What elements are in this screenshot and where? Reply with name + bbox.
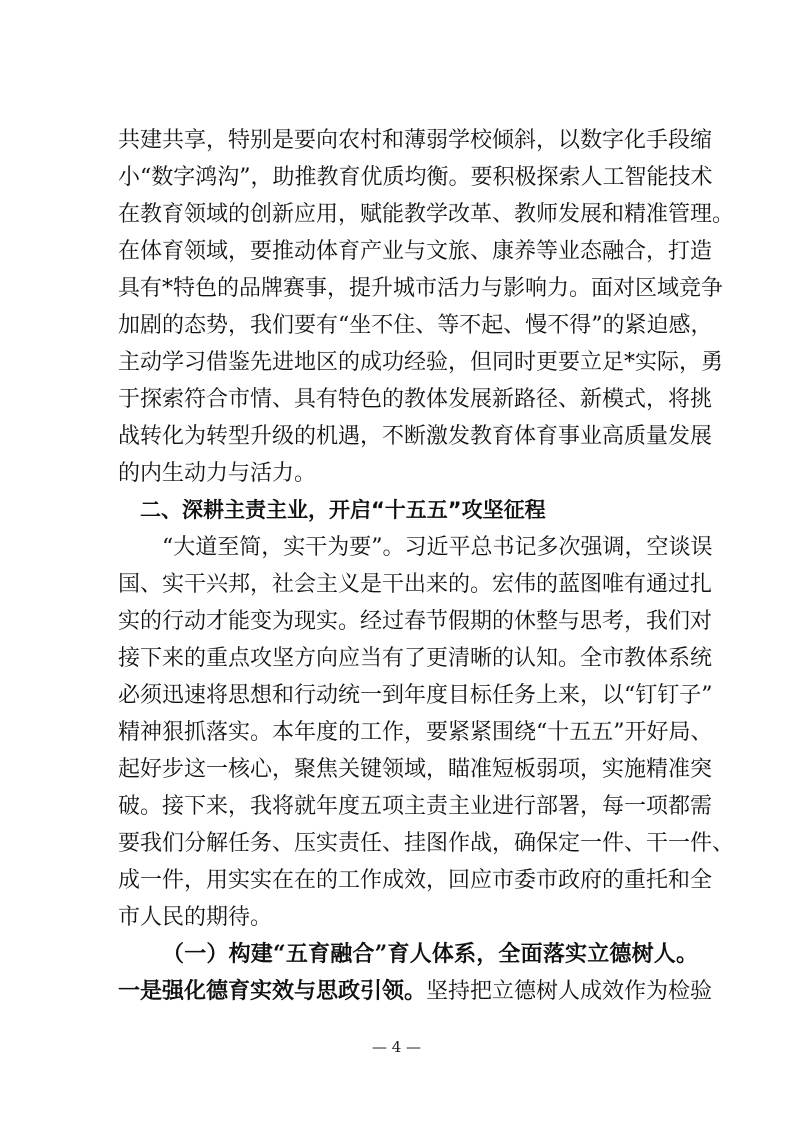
- paragraph-text: 坚持把立德树人成效作为检验: [426, 979, 713, 1004]
- text-line: 国、实干兴邦，社会主义是干出来的。宏伟的蓝图唯有通过扎: [118, 572, 713, 597]
- text-line: 起好步这一核心，聚焦关键领域，瞄准短板弱项，实施精准突: [118, 757, 713, 782]
- text-line: 破。接下来，我将就年度五项主责主业进行部署，每一项都需: [118, 794, 713, 819]
- text-line: 主动学习借鉴先进地区的成功经验，但同时更要立足*实际，勇: [118, 350, 724, 375]
- subsection-heading: （一）构建“五育融合”育人体系，全面落实立德树人。: [162, 941, 698, 967]
- text-line: “大道至简，实干为要”。习近平总书记多次强调，空谈误: [162, 535, 713, 560]
- text-line: 必须迅速将思想和行动统一到年度目标任务上来，以“钉钉子”: [118, 683, 713, 708]
- text-line: 具有*特色的品牌赛事，提升城市活力与影响力。面对区域竞争: [118, 276, 724, 301]
- page-number: — 4 —: [371, 1038, 422, 1056]
- text-line: 精神狠抓落实。本年度的工作，要紧紧围绕“十五五”开好局、: [118, 720, 713, 745]
- text-line: 的内生动力与活力。: [118, 461, 317, 486]
- text-line: 在教育领域的创新应用，赋能教学改革、教师发展和精准管理。: [118, 202, 735, 227]
- text-line: 要我们分解任务、压实责任、挂图作战，确保定一件、干一件、: [118, 831, 735, 856]
- section-heading: 二、深耕主责主业，开启“十五五”攻坚征程: [140, 498, 546, 522]
- text-line: 市人民的期待。: [118, 905, 273, 930]
- text-line: 成一件，用实实在在的工作成效，回应市委市政府的重托和全: [118, 868, 713, 893]
- text-line: 实的行动才能变为现实。经过春节假期的休整与思考，我们对: [118, 609, 713, 634]
- document-body: [118, 122, 735, 1010]
- paragraph-lead: 一是强化德育实效与思政引领。: [118, 978, 427, 1004]
- text-line: 接下来的重点攻坚方向应当有了更清晰的认知。全市教体系统: [118, 646, 713, 671]
- text-line: 战转化为转型升级的机遇，不断激发教育体育事业高质量发展: [118, 424, 713, 449]
- text-line: 在体育领域，要推动体育产业与文旅、康养等业态融合，打造: [118, 239, 713, 264]
- text-line: 小“数字鸿沟”，助推教育优质均衡。要积极探索人工智能技术: [118, 165, 713, 190]
- text-line: 于探索符合市情、具有特色的教体发展新路径、新模式，将挑: [118, 387, 713, 412]
- text-line: 加剧的态势，我们要有“坐不住、等不起、慢不得”的紧迫感，: [118, 313, 713, 338]
- text-line: [118, 973, 713, 1010]
- text-line: 共建共享，特别是要向农村和薄弱学校倾斜，以数字化手段缩: [118, 128, 713, 153]
